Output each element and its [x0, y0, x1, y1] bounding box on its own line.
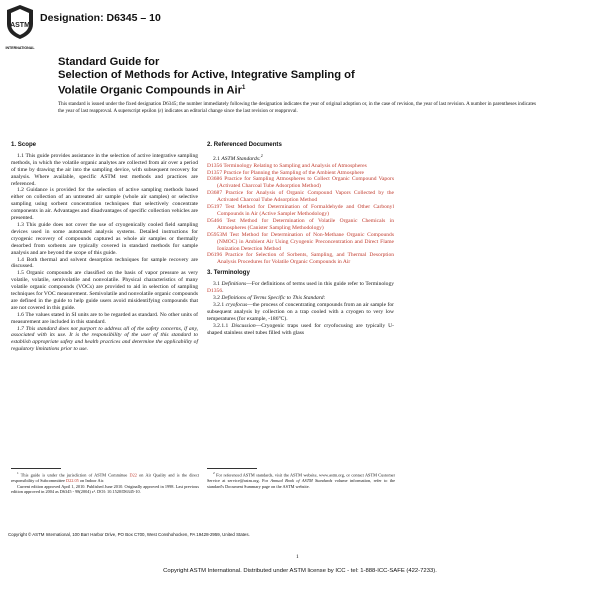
scope-p2: 1.2 Guidance is provided for the selection of active sampling methods based either on collection of an untreated air sample (whole air samples) or selective sampling using sorbent concentration techniques that selectively concentrate components in air. Advantages and disadvantages of specific collection vehicles are presented. — [11, 187, 198, 222]
reference-code-link[interactable]: D1356 — [207, 162, 223, 169]
scope-p1: 1.1 This guide provides assistance in the selection of active integrative sampling methods, in which the volatile organic analytes are collected from air over a period of time by drawing the air into the sampling device, with subsequent recovery for analysis. Where available, specific ASTM test methods and practices are referenced. — [11, 152, 198, 187]
scope-p5: 1.5 Organic compounds are classified on the basis of vapor pressure as very volatile, volatile, semivolatile and nonvolatile. Physical characteristics of many volatile organic compounds (VOCs) are provided to aid in selection of sampling techniques for VOC measurement. Semivolatile and nonvolatile organic compounds are defined in the guide to help guide users avoid misidentifying compounds that are not covered in this guide. — [11, 270, 198, 311]
page-number: 1 — [296, 554, 299, 560]
reference-title-link[interactable]: Terminology Relating to Sampling and Analysis of Atmospheres — [223, 162, 367, 169]
reference-code-link[interactable]: D5466 — [207, 217, 223, 224]
scope-p4: 1.4 Both thermal and solvent desorption techniques for sample recovery are discussed. — [11, 256, 198, 270]
link-d1356[interactable]: D1356 — [207, 288, 223, 295]
footnote-1: $^1$ This guide is under the jurisdiction of ASTM Committee D22 on Air Quality and is the direct responsibility of Subcommittee D22.05 on Indoor Air. Current edition approved April 1, 2010. Published June 2010. Originally approved in 1998. Last previous edition approved in 2004 as D6345 - 98(2004) ε¹. DOI: 10.1520/D6345-10. — [11, 471, 199, 495]
reference-code-link[interactable]: D5197 — [207, 204, 223, 211]
reference-title-link[interactable]: Test Method for Determination of Non-Methane Organic Compounds (NMOC) in Ambient Air Using Cryogenic Preconcentration and Direct Flame Ionization Detection Method — [217, 231, 394, 252]
left-column — [11, 142, 198, 353]
reference-title-link[interactable]: Test Method for Determination of Volatile Organic Chemicals in Atmospheres (Canister Sampling Methodology) — [217, 217, 394, 231]
term-p1: 3.1 Definitions—For definitions of terms used in this guide refer to Terminology D1356. — [207, 281, 394, 295]
reference-item — [207, 204, 394, 218]
reference-title-link[interactable]: Practice for Sampling Atmospheres to Collect Organic Compound Vapors (Activated Charcoal Tube Adsorption Method) — [217, 176, 394, 190]
link-d22[interactable]: D22 — [129, 472, 137, 478]
scope-p6: 1.6 The values stated in SI units are to be regarded as standard. No other units of measurement are included in this standard. — [11, 311, 198, 325]
reference-item — [207, 252, 395, 266]
reference-code-link[interactable]: D3686 — [207, 176, 223, 183]
refs-heading: 2. Referenced Documents — [207, 141, 282, 148]
refs-subheading: 2.1 ASTM Standards:$^2$ — [213, 152, 263, 162]
reference-item — [207, 217, 394, 232]
reference-item — [207, 190, 395, 204]
footnote-rule-right — [207, 468, 257, 469]
scope-p7: 1.7 This standard does not purport to address all of the safety concerns, if any, associated with its use. It is the responsibility of the user of this standard to establish appropriate safety and health practices and determine the applicability of regulatory limitations prior to use. — [11, 325, 198, 353]
document-title — [58, 56, 548, 98]
title-line-2: Selection of Methods for Active, Integrative Sampling of — [58, 69, 355, 81]
reference-code-link[interactable]: D1357 — [207, 169, 223, 176]
issuance-notice: This standard is issued under the fixed designation D6345; the number immediately following the designation indicates the year of original adoption or, in the case of revision, the year of last revision. A number in parentheses indicates the year of last reapproval. A superscript epsilon (ε) indicates an editorial change since the last revision or reapproval. — [58, 101, 536, 114]
designation: Designation: D6345 – 10 — [40, 12, 161, 24]
footnote-2: $^2$ For referenced ASTM standards, visit the ASTM website, www.astm.org, or contact ASTM Customer Service at service@astm.org. For Annual Book of ASTM Standards volume information, refer to the standard's Document Summary page on the ASTM website. — [207, 471, 395, 489]
reference-code-link[interactable]: D6196 — [207, 252, 223, 259]
reference-title-link[interactable]: Test Method for Determination of Formaldehyde and Other Carbonyl Compounds in Air (Active Sampler Methodology) — [217, 204, 394, 217]
astm-logo-icon — [5, 4, 35, 44]
title-line-3: Volatile Organic Compounds in Air$^1$ — [58, 84, 246, 97]
footnote-rule-left — [11, 468, 61, 469]
scope-heading: 1. Scope — [11, 141, 37, 148]
link-d22-05[interactable]: D22.05 — [66, 478, 79, 484]
scope-p3: 1.3 This guide does not cover the use of cryogenically cooled field sampling devices used in some automated analysis systems. Detailed instructions for cryogenic recovery of compounds captured as whole air samples or thermally desorbed from sorbents are typically covered in standard methods for sample analysis and are beyond the scope of this guide. — [11, 221, 198, 256]
reference-title-link[interactable]: Practice for Analysis of Organic Compound Vapors Collected by the Activated Charcoal Tube Adsorption Method — [217, 190, 395, 204]
reference-list — [207, 163, 394, 267]
reference-item — [207, 176, 394, 190]
reference-code-link[interactable]: D3687 — [207, 190, 223, 197]
reference-title-link[interactable]: Practice for Planning the Sampling of the Ambient Atmosphere — [223, 169, 364, 176]
right-column — [207, 142, 394, 336]
copyright-line: Copyright © ASTM International, 100 Barr Harbor Drive, PO Box C700, West Conshohocken, PA 19428-2959, United States. — [8, 532, 250, 537]
reference-title-link[interactable]: Practice for Selection of Sorbents, Sampling, and Thermal Desorption Analysis Procedures for Volatile Organic Compounds in Air — [217, 252, 395, 266]
reference-item — [207, 162, 394, 170]
astm-logo — [5, 4, 35, 50]
term-p3: 3.2.1 cryofocus—the process of concentrating compounds from an air sample for subsequent analysis by collection on a trap cooled with a cryogen to very low temperatures (for example, -186°C). — [207, 301, 394, 322]
svg-text:ASTM: ASTM — [10, 22, 30, 29]
terminology-heading: 3. Terminology — [207, 269, 250, 277]
logo-caption: INTERNATIONAL — [5, 46, 35, 50]
license-banner: Copyright ASTM International. Distributed under ASTM license by ICC - tel: 1-888-ICC-SAFE (422-7233). — [163, 568, 437, 574]
term-p2: 3.2 Definitions of Terms Specific to This Standard: — [213, 294, 326, 301]
reference-item — [207, 231, 394, 253]
term-p4: 3.2.1.1 Discussion—Cryogenic traps used for cryofocusing are typically U-shaped stainless steel tubes filled with glass — [207, 322, 394, 336]
title-line-1: Standard Guide for — [58, 56, 160, 68]
reference-code-link[interactable]: D5953M — [207, 231, 228, 238]
